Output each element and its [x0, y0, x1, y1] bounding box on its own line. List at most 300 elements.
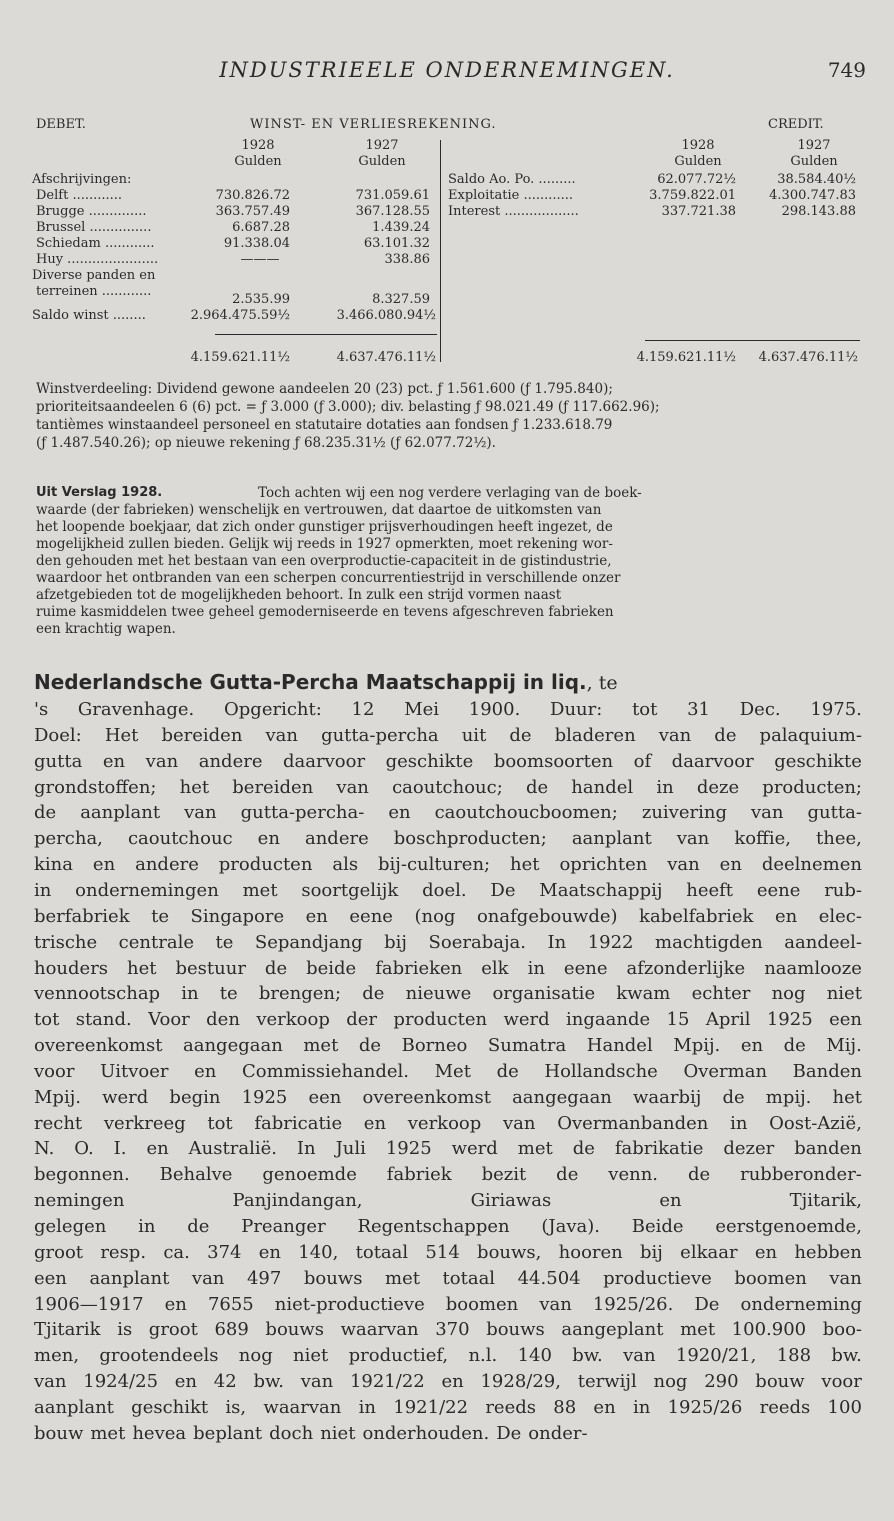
word: verkreeg [103, 1112, 186, 1134]
debit-row-1927: 731.059.61 [355, 188, 430, 203]
word: geschikte [774, 750, 862, 772]
company-text-line [34, 1113, 862, 1134]
word: en [719, 854, 742, 876]
word: machtigden [655, 931, 763, 953]
word: producten; [762, 776, 862, 798]
word: 15 [666, 1009, 690, 1031]
word: andere [198, 750, 263, 772]
word: 140, [298, 1241, 339, 1263]
word: producten [218, 854, 313, 876]
credit-label: CREDIT. [768, 117, 824, 132]
word: totaal [442, 1267, 496, 1289]
word: 1900. [468, 699, 521, 720]
word: Sepandjang [254, 931, 363, 953]
word: 1928/29, [480, 1371, 561, 1393]
word: naamlooze [764, 957, 862, 979]
word: Commissiehandel. [242, 1060, 409, 1082]
word: boomen [445, 1293, 519, 1315]
report-heading: Uit Verslag 1928. [36, 485, 163, 500]
word: grootendeels [99, 1345, 219, 1367]
word: en [258, 1241, 282, 1263]
word: de [783, 1035, 806, 1057]
word: en [754, 1241, 778, 1263]
word: nog [771, 983, 806, 1005]
word: houders [34, 957, 109, 979]
word: van [658, 724, 692, 746]
word: deelnemen [761, 854, 862, 876]
credit-row-label: Exploitatie ............ [448, 188, 574, 203]
word: percha, [34, 828, 103, 850]
word: niet [320, 1422, 356, 1444]
report-line: afzetgebieden tot de mogelijkheden behoort. In zulk een strijd vormen naast [36, 587, 562, 603]
word: productieve [603, 1267, 712, 1289]
account-title: WINST- EN VERLIESREKENING. [250, 117, 497, 132]
word: Mei [404, 699, 440, 720]
debit-row-label: Huy ...................... [36, 252, 159, 267]
word: 1925 [385, 1138, 432, 1160]
word: werd [102, 1086, 149, 1108]
word: tot [632, 699, 658, 720]
word: Gravenhage. [77, 699, 195, 720]
word: zuivering [641, 802, 727, 824]
report-line: den gehouden met het bestaan van een overproductie-capaciteit in de gistindustrie, [36, 553, 612, 569]
word: niet-productieve [274, 1293, 425, 1315]
word: daarvoor [283, 750, 366, 772]
debit-row-1928: 91.338.04 [223, 236, 290, 251]
word: andere [304, 828, 369, 850]
column-divider [440, 140, 441, 362]
word: gutta-percha- [240, 802, 365, 824]
word: Singapore [190, 905, 285, 927]
word: men, [34, 1345, 80, 1367]
word: In [547, 931, 567, 953]
word: 374 [207, 1241, 242, 1263]
word: oprichten [559, 854, 648, 876]
word: te [151, 905, 170, 927]
word: en [194, 1060, 217, 1082]
word: voor [821, 1371, 862, 1393]
word: elec- [818, 905, 862, 927]
word: fabrieken [375, 957, 463, 979]
word: met [90, 1422, 126, 1444]
word: in [358, 1396, 376, 1418]
word: in [527, 957, 545, 979]
word: van [336, 776, 369, 798]
word: boomen [734, 1267, 807, 1289]
word: Hollandsche [544, 1060, 658, 1082]
word: Giriawas [470, 1190, 552, 1212]
word: en [388, 802, 411, 824]
word: in [138, 1216, 156, 1237]
word: met [303, 1035, 339, 1057]
word: bij [384, 931, 408, 953]
page-number: 749 [827, 58, 866, 82]
word: van [829, 1267, 862, 1289]
word: nieuwe [405, 983, 472, 1005]
company-text-line [34, 802, 862, 823]
word: kwam [616, 983, 671, 1005]
word: Regentschappen [357, 1216, 510, 1237]
word: begin [169, 1086, 221, 1108]
word: bladeren [554, 724, 636, 746]
credit-row-1928: 3.759.822.01 [649, 188, 736, 203]
word: tot [207, 1112, 233, 1134]
word: en [102, 750, 126, 772]
word: (nog [414, 905, 456, 927]
company-text-line [34, 1190, 862, 1211]
debit-row-label: Brussel ............... [36, 220, 152, 235]
debit-unit-1927: Gulden [358, 154, 406, 169]
word: 1925 [241, 1086, 288, 1108]
word: Australië. [188, 1138, 277, 1160]
word: resp. [100, 1241, 147, 1263]
debit-total-rule [215, 334, 437, 335]
word: nog [653, 1371, 688, 1393]
word: organisatie [492, 983, 596, 1005]
credit-row-1928: 337.721.38 [661, 204, 736, 219]
word: een [829, 1009, 862, 1031]
word: de [362, 983, 385, 1005]
word: beide [306, 957, 357, 979]
word: Sumatra [487, 1035, 567, 1057]
word: de [358, 1035, 382, 1057]
credit-row-label: Saldo Ao. Po. ......... [448, 172, 576, 187]
word: het [832, 1086, 862, 1108]
company-text-line [34, 1009, 862, 1030]
debit-row-1928: 2.964.475.59½ [190, 308, 290, 323]
debit-year-1927: 1927 [365, 138, 399, 153]
word: centrale [118, 931, 194, 953]
word: totaal [355, 1241, 409, 1263]
word: bouw [755, 1371, 805, 1393]
word: Het [104, 724, 139, 746]
word: 7655 [207, 1293, 254, 1315]
word: boomsoorten [493, 750, 614, 772]
word: geschikte [385, 750, 474, 772]
debit-row-label: Schiedam ............ [36, 236, 155, 251]
word: Behalve [159, 1164, 233, 1186]
word: 100 [827, 1396, 862, 1418]
company-text-line [34, 1242, 862, 1263]
word: genoemde [262, 1164, 357, 1186]
word: met [680, 1319, 716, 1341]
word: werd [503, 1009, 550, 1031]
word: Dec. [739, 699, 781, 720]
credit-unit-1927: Gulden [790, 154, 838, 169]
word: O. [74, 1138, 94, 1160]
credit-row-1927: 4.300.747.83 [769, 188, 856, 203]
word: eene [756, 879, 801, 901]
word: de [714, 724, 737, 746]
word: 44.504 [517, 1267, 581, 1289]
credit-year-1928: 1928 [681, 138, 715, 153]
company-text-line [34, 880, 862, 901]
word: gelegen [34, 1216, 107, 1237]
company-text-line [34, 751, 862, 772]
word: onafgebouwde) [476, 905, 618, 927]
credit-row-1927: 38.584.40½ [777, 172, 856, 187]
debit-row-1927: 338.86 [384, 252, 430, 267]
word: N. [34, 1138, 55, 1160]
word: aangegaan [512, 1086, 612, 1108]
debit-row-label: terreinen ............ [36, 284, 152, 299]
report-line: waarde (der fabrieken) wenschelijk en vertrouwen, dat daartoe de uitkomsten van [36, 502, 602, 518]
word: waarbij [633, 1086, 702, 1108]
company-text-line [34, 1423, 862, 1444]
word: Handel [586, 1035, 653, 1057]
word: 1925 [766, 1009, 813, 1031]
word: 1920/21, [675, 1345, 757, 1367]
word: de [722, 1086, 745, 1108]
word: niet [293, 1345, 329, 1367]
credit-unit-1928: Gulden [674, 154, 722, 169]
word: overeenkomst [362, 1086, 491, 1108]
word: daarvoor [671, 750, 754, 772]
word: mpij. [765, 1086, 812, 1108]
word: van [751, 802, 784, 824]
word: in [632, 1396, 651, 1418]
word: en [305, 905, 328, 927]
company-heading-suffix: , te [586, 672, 618, 694]
word: van [300, 1371, 334, 1393]
word: tot [34, 1009, 60, 1031]
word: een [34, 1267, 67, 1289]
word: bw. [831, 1345, 862, 1367]
word: de [496, 1060, 519, 1082]
word: aanplant [89, 1267, 170, 1289]
report-line: Toch achten wij een nog verdere verlaging van de boek- [258, 485, 642, 501]
word: 497 [246, 1267, 282, 1289]
word: 1921/22 [349, 1371, 425, 1393]
word: in [730, 1112, 748, 1134]
word: Soerabaja. [428, 931, 526, 953]
company-text-line [34, 828, 862, 849]
word: doch [269, 1422, 314, 1444]
word: werd [451, 1138, 498, 1160]
company-text-line [34, 1087, 862, 1108]
word: bezit [481, 1164, 527, 1186]
word: hebben [794, 1241, 862, 1263]
word: bouws [303, 1267, 363, 1289]
distribution-line: Winstverdeeling: Dividend gewone aandeelen 20 (23) pct. ƒ 1.561.600 (ƒ 1.795.840); [36, 381, 613, 397]
debit-total-1928: 4.159.621.11½ [190, 350, 290, 365]
word: Opgericht: [224, 699, 322, 720]
word: Oost-Azië, [769, 1112, 862, 1134]
debet-label: DEBET. [36, 117, 86, 132]
word: te [219, 983, 238, 1005]
word: elkaar [680, 1241, 738, 1263]
company-name: Nederlandsche Gutta-Percha Maatschappij in liq. [34, 670, 587, 694]
word: De [490, 879, 516, 901]
company-text-line [34, 1345, 862, 1366]
word: terwijl [577, 1371, 637, 1393]
word: ondernemingen [75, 879, 219, 901]
word: 1975. [810, 699, 862, 720]
word: en [257, 828, 280, 850]
debit-row-1928: ——— [240, 252, 280, 267]
word: bw. [253, 1371, 284, 1393]
word: Maatschappij [539, 879, 663, 901]
word: aanplant [571, 828, 652, 850]
word: waarvan [263, 1396, 342, 1418]
word: bereiden [161, 724, 243, 746]
word: en [363, 1112, 387, 1134]
word: 188 [776, 1345, 812, 1367]
word: Overman [683, 1060, 768, 1082]
word: groot [34, 1241, 84, 1263]
company-text-line [34, 1035, 862, 1056]
word: en [593, 1396, 616, 1418]
word: en [146, 1138, 169, 1160]
report-line: mogelijkheid zullen bieden. Gelijk wij reeds in 1927 opmerkten, moet rekening wor- [36, 536, 613, 552]
word: het [127, 957, 157, 979]
word: 370 [435, 1319, 470, 1341]
word: Preanger [241, 1216, 326, 1237]
word: koffie, [734, 828, 791, 850]
word: het [179, 776, 210, 798]
debit-total-1927: 4.637.476.11½ [336, 350, 436, 365]
debit-row-1927: 63.101.32 [363, 236, 430, 251]
word: overeenkomst [34, 1035, 163, 1057]
word: Doel: [34, 724, 82, 746]
credit-total-1927: 4.637.476.11½ [758, 350, 858, 365]
word: andere [135, 854, 199, 876]
word: gutta [34, 750, 83, 772]
word: van [676, 828, 710, 850]
word: brengen; [258, 983, 342, 1005]
word: reeds [485, 1396, 536, 1418]
debit-row-1928: 363.757.49 [215, 204, 290, 219]
word: aangeplant [561, 1319, 664, 1341]
word: bij [640, 1241, 663, 1263]
word: 689 [214, 1319, 249, 1341]
company-text-line [34, 932, 862, 953]
word: bouws [486, 1319, 545, 1341]
word: Uitvoer [100, 1060, 169, 1082]
word: geschikt [131, 1396, 209, 1418]
word: de [525, 776, 549, 798]
word: afzonderlijke [626, 957, 746, 979]
debit-row-label: Afschrijvingen: [32, 172, 132, 187]
word: Panjindangan, [232, 1190, 363, 1212]
word: een [308, 1086, 342, 1108]
report-line: een krachtig wapen. [36, 621, 176, 637]
word: aanplant [80, 802, 161, 824]
word: en [164, 1293, 187, 1315]
word: en [441, 1371, 464, 1393]
word: fabrikatie [614, 1138, 704, 1160]
word: kabelfabriek [639, 905, 754, 927]
company-heading-line [34, 670, 618, 694]
word: den [206, 1009, 240, 1031]
word: fabricatie [254, 1112, 343, 1134]
word: 514 [425, 1241, 460, 1263]
company-text-line [34, 1268, 862, 1289]
word: productief, [348, 1345, 449, 1367]
company-text-line [34, 1371, 862, 1392]
word: 1925/26 [667, 1396, 743, 1418]
company-text-line [34, 1216, 862, 1237]
word: 100.900 [731, 1319, 807, 1341]
word: soortgelijk [301, 879, 399, 901]
word: aanplant [34, 1396, 114, 1418]
word: van [34, 1371, 67, 1393]
word: voor [34, 1060, 75, 1082]
word: ingaande [566, 1009, 651, 1031]
word: niet [826, 983, 862, 1005]
word: en [92, 854, 116, 876]
word: echter [691, 983, 751, 1005]
word: Banden [792, 1060, 862, 1082]
word: 1922 [587, 931, 634, 953]
word: ca. [163, 1241, 190, 1263]
debit-row-1927: 367.128.55 [355, 204, 430, 219]
report-line: waardoor het ontbranden van een scherpen concurrentiestrijd in verschillende onzer [36, 570, 621, 586]
word: nog [238, 1345, 273, 1367]
debit-year-1928: 1928 [241, 138, 275, 153]
word: 's [34, 699, 49, 720]
word: bij-culturen; [378, 854, 491, 876]
word: van [184, 802, 217, 824]
word: de [572, 1138, 595, 1160]
word: met [242, 879, 278, 901]
word: hooren [558, 1241, 623, 1263]
word: bw. [572, 1345, 603, 1367]
credit-row-1927: 298.143.88 [781, 204, 856, 219]
distribution-line: prioriteitsaandeelen 6 (6) pct. = ƒ 3.000 (ƒ 3.000); div. belasting ƒ 98.021.49 (ƒ 117.662.96); [36, 399, 660, 415]
word: caoutchouc; [392, 776, 503, 798]
debit-unit-1928: Gulden [234, 154, 282, 169]
company-text-line [34, 958, 862, 979]
word: 1921/22 [393, 1396, 469, 1418]
word: bereiden [232, 776, 314, 798]
company-text-line [34, 777, 862, 798]
word: 1924/25 [83, 1371, 159, 1393]
word: De [496, 1422, 522, 1444]
credit-total-1928: 4.159.621.11½ [636, 350, 736, 365]
word: en [774, 905, 798, 927]
debit-row-1927: 1.439.24 [372, 220, 430, 235]
word: waarvan [340, 1319, 419, 1341]
word: heeft [686, 879, 734, 901]
word: nemingen [34, 1190, 125, 1212]
report-line: ruime kasmiddelen twee geheel gemoderniseerde en tevens afgeschreven fabrieken [36, 604, 614, 620]
word: I. [113, 1138, 127, 1160]
word: Juli [335, 1138, 366, 1160]
word: caoutchouc [127, 828, 233, 850]
word: van [667, 854, 700, 876]
word: van [191, 1267, 225, 1289]
word: rub- [824, 879, 862, 901]
word: 12 [351, 699, 375, 720]
word: fabriek [386, 1164, 452, 1186]
word: gutta-percha [321, 724, 439, 746]
word: eene [349, 905, 393, 927]
word: het [510, 854, 540, 876]
word: is [117, 1319, 133, 1341]
word: der [346, 1009, 378, 1031]
word: van [539, 1293, 572, 1315]
debit-row-1927: 3.466.080.94½ [336, 308, 436, 323]
word: van [502, 1112, 536, 1134]
word: boschproducten; [393, 828, 547, 850]
word: deze [696, 776, 740, 798]
word: aandeel- [784, 931, 862, 953]
word: eene [563, 957, 608, 979]
debit-row-label: Saldo winst ........ [32, 308, 146, 323]
word: hevea [132, 1422, 187, 1444]
debit-row-1928: 6.687.28 [232, 220, 290, 235]
